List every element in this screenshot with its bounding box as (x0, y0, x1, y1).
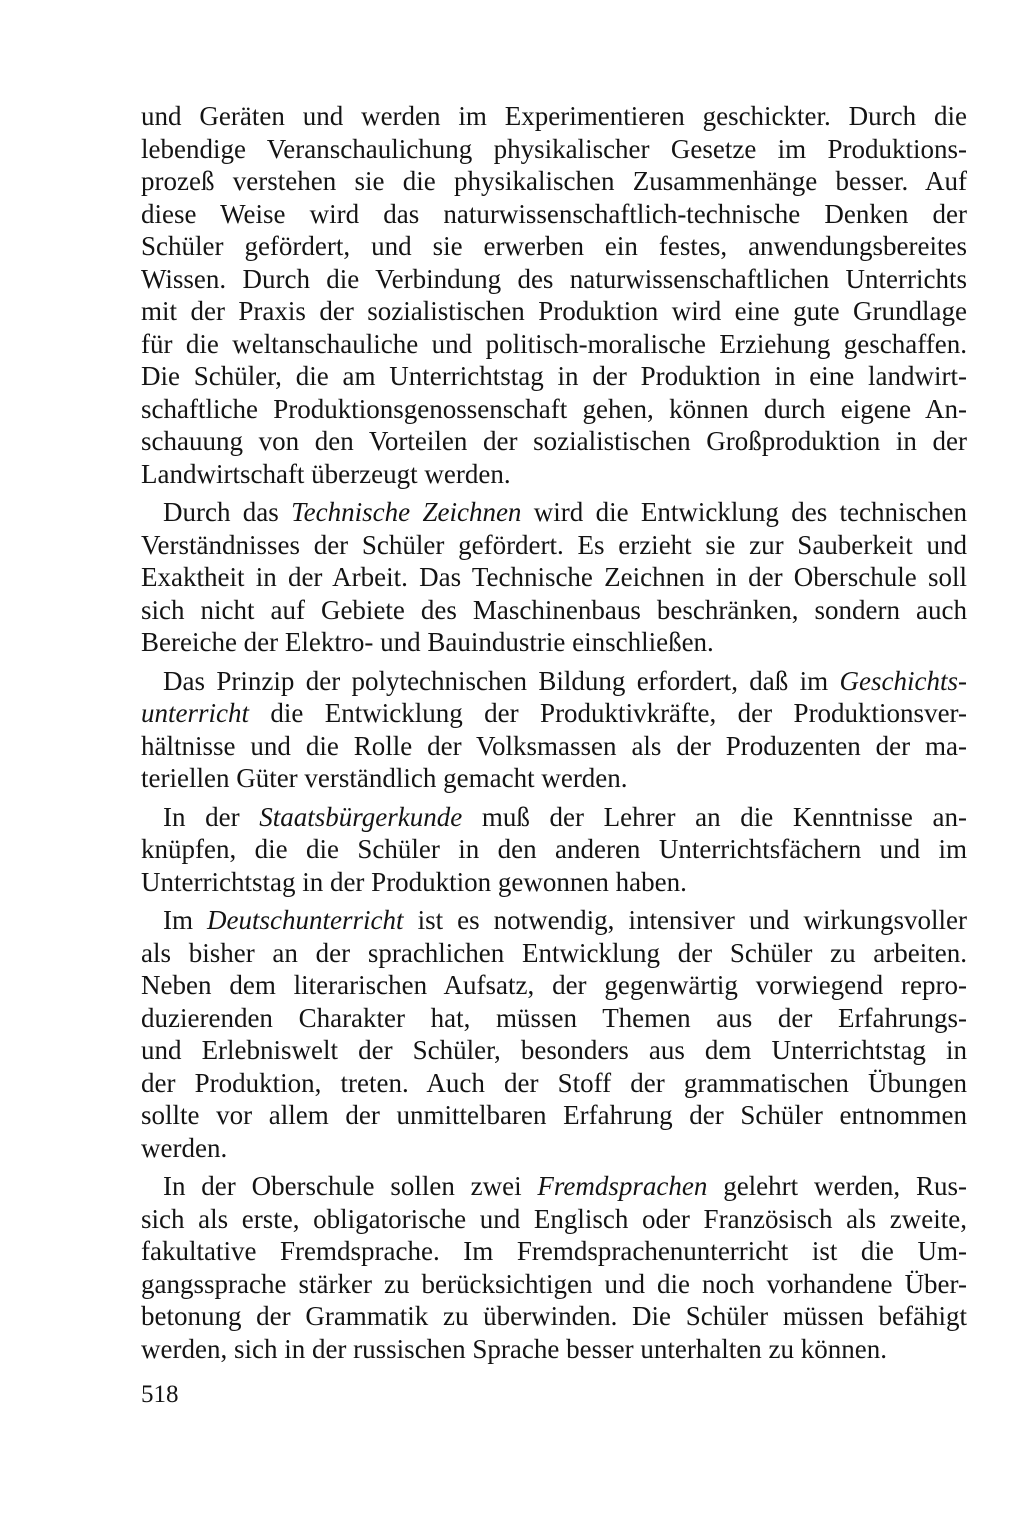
text-segment: gangssprache stärker zu berücksichtigen und die noch vorhandene Über- (141, 1268, 967, 1299)
text-line (141, 529, 967, 562)
text-segment: und Geräten und werden im Experimentieren geschickter. Durch die (141, 101, 967, 131)
text-segment: sich als erste, obligatorische und Englisch oder Französisch als zweite, (141, 1203, 967, 1234)
text-line (141, 1235, 967, 1268)
text-segment: wird die Entwicklung des technischen (521, 497, 968, 527)
text-line (141, 833, 967, 866)
text-segment: Landwirtschaft überzeugt werden. (141, 458, 511, 489)
text-segment: Verständnisses der Schüler gefördert. Es erzieht sie zur Sauberkeit und (141, 529, 967, 560)
text-line (141, 100, 967, 133)
text-line (141, 762, 967, 795)
text-line (141, 295, 967, 328)
text-segment: Die Schüler, die am Unterrichtstag in der Produktion in eine landwirt- (141, 361, 967, 391)
text-segment: schauung von den Vorteilen der sozialistischen Großproduktion in der (141, 426, 967, 456)
text-segment: ist es notwendig, intensiver und wirkungsvoller (403, 905, 967, 935)
emphasized-term: Geschichts- (839, 665, 967, 696)
text-segment: gelehrt werden, Rus- (707, 1171, 967, 1201)
text-segment: werden, sich in der russischen Sprache besser unterhalten zu können. (141, 1333, 888, 1364)
text-segment: sich nicht auf Gebiete des Maschinenbaus beschränken, sondern auch (141, 594, 967, 625)
paragraph (141, 496, 967, 659)
text-segment: fakultative Fremdsprache. Im Fremdsprachenunterricht ist die Um- (141, 1236, 967, 1266)
text-line (141, 969, 967, 1002)
text-line (141, 198, 967, 231)
text-line (141, 1300, 967, 1333)
text-line (141, 937, 967, 970)
text-line (141, 697, 967, 730)
text-line (141, 425, 967, 458)
page-number: 518 (141, 1381, 179, 1408)
text-line (141, 458, 967, 491)
text-line (141, 904, 967, 937)
text-segment: Das Prinzip der polytechnischen Bildung erfordert, daß im (163, 665, 840, 696)
text-line (141, 1067, 967, 1100)
text-line (141, 1170, 967, 1203)
emphasized-term: Staatsbürgerkunde (259, 801, 463, 832)
text-segment: teriellen Güter verständlich gemacht werden. (141, 763, 628, 793)
text-segment: und Erlebniswelt der Schüler, besonders aus dem Unterrichtstag in (141, 1035, 967, 1065)
text-segment: betonung der Grammatik zu überwinden. Die Schüler müssen befähigt (141, 1301, 967, 1331)
text-line (141, 1002, 967, 1035)
text-segment: schaftliche Produktionsgenossenschaft gehen, können durch eigene An- (141, 393, 967, 424)
text-line (141, 594, 967, 627)
text-line (141, 263, 967, 296)
text-segment: diese Weise wird das naturwissenschaftlich-technische Denken der (141, 198, 967, 229)
text-segment: duzierenden Charakter hat, müssen Themen aus der Erfahrungs- (141, 1002, 967, 1033)
text-segment: der Produktion, treten. Auch der Stoff der grammatischen Übungen (141, 1067, 967, 1098)
page-body (141, 100, 967, 1365)
text-segment: lebendige Veranschaulichung physikalischer Gesetze im Produktions- (141, 133, 967, 164)
text-line (141, 328, 967, 361)
text-segment: Wissen. Durch die Verbindung des naturwissenschaftlichen Unterrichts (141, 263, 967, 294)
text-line (141, 496, 967, 529)
text-segment: für die weltanschauliche und politisch-moralische Erziehung geschaffen. (141, 328, 967, 359)
text-segment: muß der Lehrer an die Kenntnisse an- (462, 801, 967, 832)
text-segment: Durch das (163, 497, 292, 527)
paragraph (141, 904, 967, 1164)
emphasized-term: unterricht (141, 698, 249, 728)
text-segment: Exaktheit in der Arbeit. Das Technische Zeichnen in der Oberschule soll (141, 562, 967, 592)
text-line (141, 665, 967, 698)
text-line (141, 801, 967, 834)
text-line (141, 230, 967, 263)
text-line (141, 133, 967, 166)
text-line (141, 1203, 967, 1236)
emphasized-term: Deutschunterricht (207, 905, 404, 935)
text-segment: Schüler gefördert, und sie erwerben ein festes, anwendungsbereites (141, 231, 967, 261)
text-line (141, 1132, 967, 1165)
text-line (141, 1099, 967, 1132)
emphasized-term: Fremdsprachen (537, 1171, 708, 1201)
text-segment: Im (163, 905, 208, 935)
text-line (141, 730, 967, 763)
text-segment: hältnisse und die Rolle der Volksmassen als der Produzenten der ma- (141, 730, 967, 761)
text-line (141, 1034, 967, 1067)
text-line (141, 1268, 967, 1301)
text-line (141, 626, 967, 659)
text-line (141, 1333, 967, 1366)
text-segment: die Entwicklung der Produktivkräfte, der Produktionsver- (249, 698, 967, 728)
paragraph (141, 801, 967, 899)
text-line (141, 393, 967, 426)
paragraph (141, 100, 967, 490)
text-segment: sollte vor allem der unmittelbaren Erfahrung der Schüler entnommen (141, 1100, 967, 1130)
paragraph (141, 665, 967, 795)
text-segment: Unterrichtstag in der Produktion gewonnen haben. (141, 866, 687, 897)
text-segment: prozeß verstehen sie die physikalischen Zusammenhänge besser. Auf (141, 166, 967, 196)
paragraph (141, 1170, 967, 1365)
text-line (141, 165, 967, 198)
text-segment: knüpfen, die die Schüler in den anderen Unterrichtsfächern und im (141, 834, 967, 864)
text-segment: werden. (141, 1132, 228, 1163)
text-segment: In der Oberschule sollen zwei (163, 1171, 538, 1201)
text-segment: Neben dem literarischen Aufsatz, der gegenwärtig vorwiegend repro- (141, 970, 967, 1000)
emphasized-term: Technische Zeichnen (291, 497, 522, 527)
text-segment: In der (163, 801, 260, 832)
text-line (141, 866, 967, 899)
text-line (141, 360, 967, 393)
text-segment: Bereiche der Elektro- und Bauindustrie einschließen. (141, 627, 714, 657)
text-line (141, 561, 967, 594)
text-segment: mit der Praxis der sozialistischen Produktion wird eine gute Grundlage (141, 296, 967, 326)
text-segment: als bisher an der sprachlichen Entwicklung der Schüler zu arbeiten. (141, 937, 967, 968)
